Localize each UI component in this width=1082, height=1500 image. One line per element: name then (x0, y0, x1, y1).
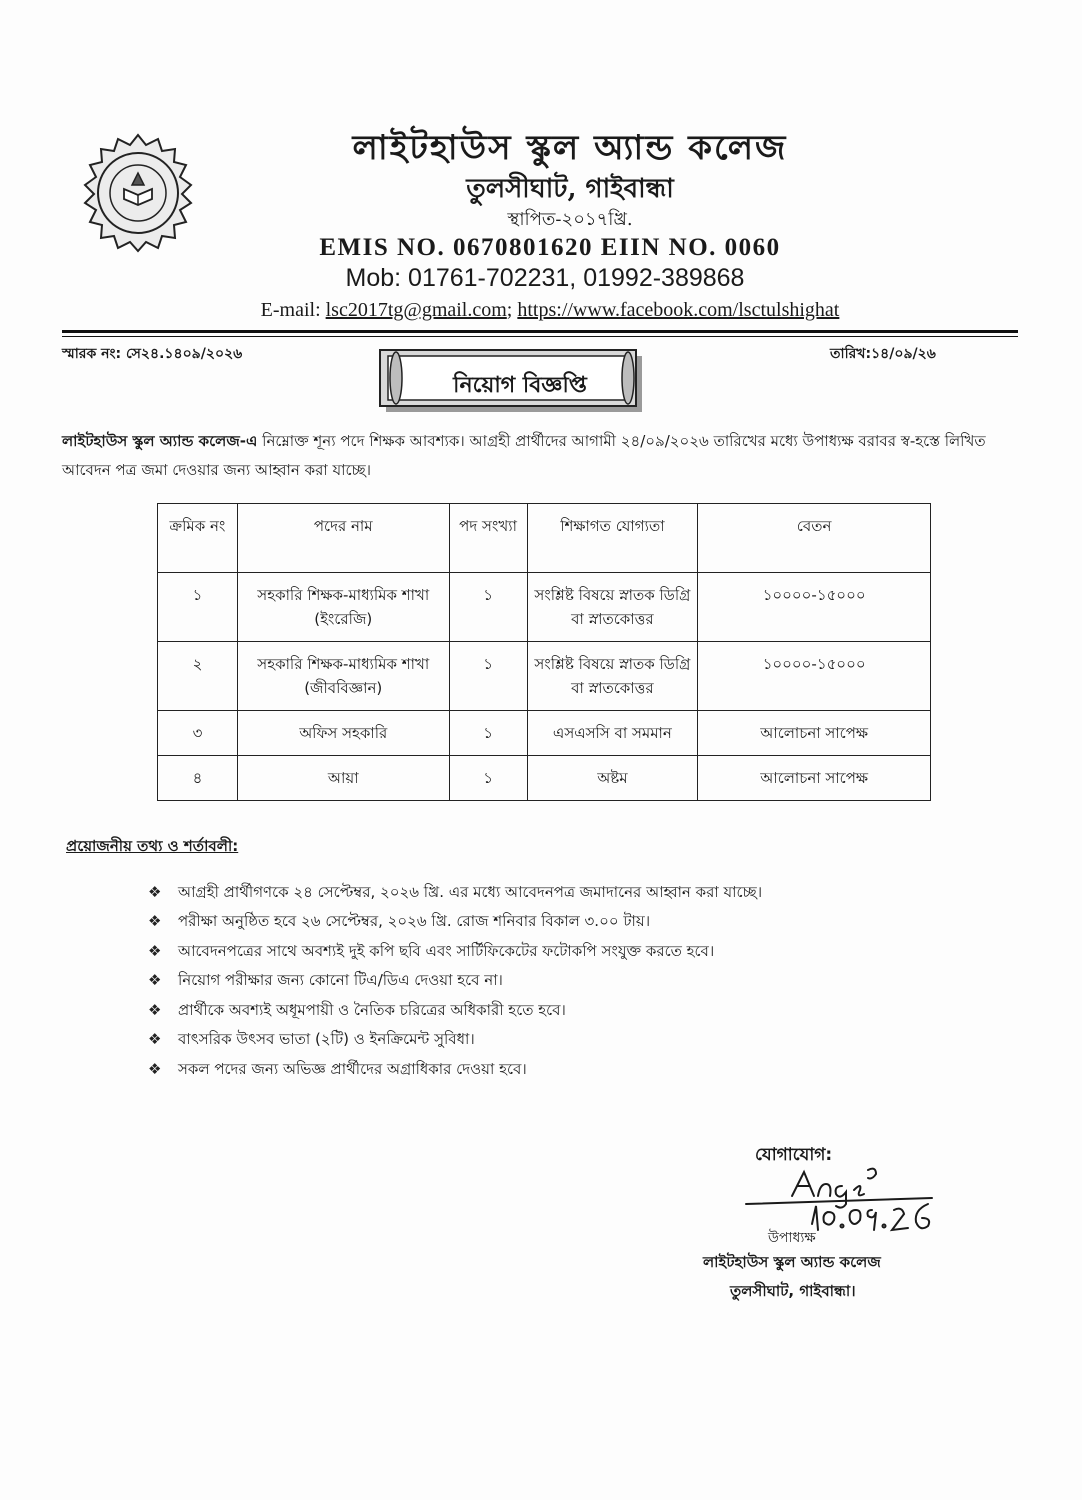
email-prefix: E-mail: (260, 299, 326, 321)
intro-text: নিম্নোক্ত শূন্য পদে শিক্ষক আবশ্যক। আগ্রহী প্রার্থীদের আগামী ২৪/০৯/২০২৬ তারিখের মধ্যে উপাধ্যক্ষ বরাবর স্ব-হস্তে লিখিত আবেদন পত্র জমা দেওয়ার জন্য আহ্বান করা যাচ্ছে। (62, 432, 986, 479)
cell-post-name: সহকারি শিক্ষক-মাধ্যমিক শাখা (জীববিজ্ঞান) (237, 642, 449, 711)
emis-eiin-numbers: EMIS NO. 0670801620 EIIN NO. 0060 (319, 234, 781, 261)
intro-paragraph (62, 427, 1012, 485)
table-row (158, 573, 931, 642)
cell-serial: ৩ (158, 711, 238, 756)
cell-qualification: অষ্টম (527, 756, 698, 801)
condition-text: আগ্রহী প্রার্থীগণকে ২৪ সেপ্টেম্বর, ২০২৬ খ্রি. এর মধ্যে আবেদনপত্র জমাদানের আহ্বান করা যাচ্ছে। (178, 882, 763, 901)
header-divider (62, 330, 1018, 333)
list-item (148, 877, 762, 907)
list-item (148, 1054, 762, 1084)
list-item (148, 966, 762, 996)
notice-date: তারিখ:১৪/০৯/২৬ (830, 346, 936, 362)
cell-salary: ১০০০০-১৫০০০ (698, 573, 931, 642)
cell-serial: ২ (158, 642, 238, 711)
facebook-link[interactable]: https://www.facebook.com/lsctulshighat (517, 299, 840, 321)
list-item (148, 1025, 762, 1055)
condition-text: আবেদনপত্রের সাথে অবশ্যই দুই কপি ছবি এবং সার্টিফিকেটের ফটোকপি সংযুক্ত করতে হবে। (178, 941, 715, 960)
table-row (158, 711, 931, 756)
cell-qualification: এসএসসি বা সমমান (527, 711, 698, 756)
cell-post-count: ১ (449, 756, 527, 801)
header-qualification: শিক্ষাগত যোগ্যতা (527, 504, 698, 573)
cell-post-name: অফিস সহকারি (237, 711, 449, 756)
header-divider-thin (62, 336, 1018, 337)
cell-post-name: আয়া (237, 756, 449, 801)
cell-salary: আলোচনা সাপেক্ষ (698, 711, 931, 756)
intro-lead: লাইটহাউস স্কুল অ্যান্ড কলেজ-এ (62, 432, 258, 450)
list-item (148, 995, 762, 1025)
cell-salary: আলোচনা সাপেক্ষ (698, 756, 931, 801)
table-row (158, 756, 931, 801)
memo-number: স্মারক নং: সে২৪.১৪০৯/২০২৬ (62, 346, 243, 362)
conditions-title: প্রয়োজনীয় তথ্য ও শর্তাবলী: (66, 837, 239, 855)
header-post-count: পদ সংখ্যা (449, 504, 527, 573)
table-row (158, 642, 931, 711)
cell-post-count: ১ (449, 642, 527, 711)
cell-qualification: সংশ্লিষ্ট বিষয়ে স্নাতক ডিগ্রি বা স্নাতকোত্তর (527, 642, 698, 711)
condition-text: সকল পদের জন্য অভিজ্ঞ প্রার্থীদের অগ্রাধিকার দেওয়া হবে। (178, 1059, 527, 1078)
diamond-bullet-icon: ❖ (148, 912, 162, 931)
header-post-name: পদের নাম (237, 504, 449, 573)
diamond-bullet-icon: ❖ (148, 1030, 162, 1049)
diamond-bullet-icon: ❖ (148, 1000, 162, 1019)
conditions-list (148, 877, 762, 1084)
cell-salary: ১০০০০-১৫০০০ (698, 642, 931, 711)
condition-text: প্রার্থীকে অবশ্যই অধূমপায়ী ও নৈতিক চরিত্রের অধিকারী হতে হবে। (178, 1000, 566, 1019)
cell-qualification: সংশ্লিষ্ট বিষয়ে স্নাতক ডিগ্রি বা স্নাতকোত্তর (527, 573, 698, 642)
diamond-bullet-icon: ❖ (148, 882, 162, 901)
header-salary: বেতন (698, 504, 931, 573)
diamond-bullet-icon: ❖ (148, 971, 162, 990)
school-address: তুলসীঘাট, গাইবান্ধা (466, 174, 674, 204)
condition-text: নিয়োগ পরীক্ষার জন্য কোনো টিএ/ডিএ দেওয়া হবে না। (178, 971, 503, 990)
list-item (148, 936, 762, 966)
established-year: স্থাপিত-২০১৭খ্রি. (507, 209, 633, 230)
contact-label: যোগাযোগ: (755, 1145, 833, 1165)
contact-links: E-mail: lsc2017tg@gmail.com; https://www.facebook.com/lsctulshighat (260, 299, 840, 321)
condition-text: পরীক্ষা অনুষ্ঠিত হবে ২৬ সেপ্টেম্বর, ২০২৬ খ্রি. রোজ শনিবার বিকাল ৩.০০ টায়। (178, 912, 651, 931)
header-serial: ক্রমিক নং (158, 504, 238, 573)
condition-text: বাৎসরিক উৎসব ভাতা (২টি) ও ইনক্রিমেন্ট সুবিধা। (178, 1030, 475, 1049)
cell-post-count: ১ (449, 711, 527, 756)
notice-title: নিয়োগ বিজ্ঞপ্তি (453, 373, 587, 398)
mobile-numbers: Mob: 01761-702231, 01992-389868 (345, 264, 745, 292)
signature-school-name: লাইটহাউস স্কুল অ্যান্ড কলেজ (703, 1253, 881, 1271)
diamond-bullet-icon: ❖ (148, 1059, 162, 1078)
signatory-role: উপাধ্যক্ষ (768, 1230, 816, 1246)
list-item (148, 907, 762, 937)
cell-post-name: সহকারি শিক্ষক-মাধ্যমিক শাখা (ইংরেজি) (237, 573, 449, 642)
diamond-bullet-icon: ❖ (148, 941, 162, 960)
signature-address: তুলসীঘাট, গাইবান্ধা। (730, 1282, 856, 1300)
cell-serial: ৪ (158, 756, 238, 801)
school-name: লাইটহাউস স্কুল অ্যান্ড কলেজ (352, 128, 788, 168)
email-link[interactable]: lsc2017tg@gmail.com (325, 299, 507, 321)
cell-post-count: ১ (449, 573, 527, 642)
vacancy-table (157, 503, 931, 801)
cell-serial: ১ (158, 573, 238, 642)
table-header-row (158, 504, 931, 573)
